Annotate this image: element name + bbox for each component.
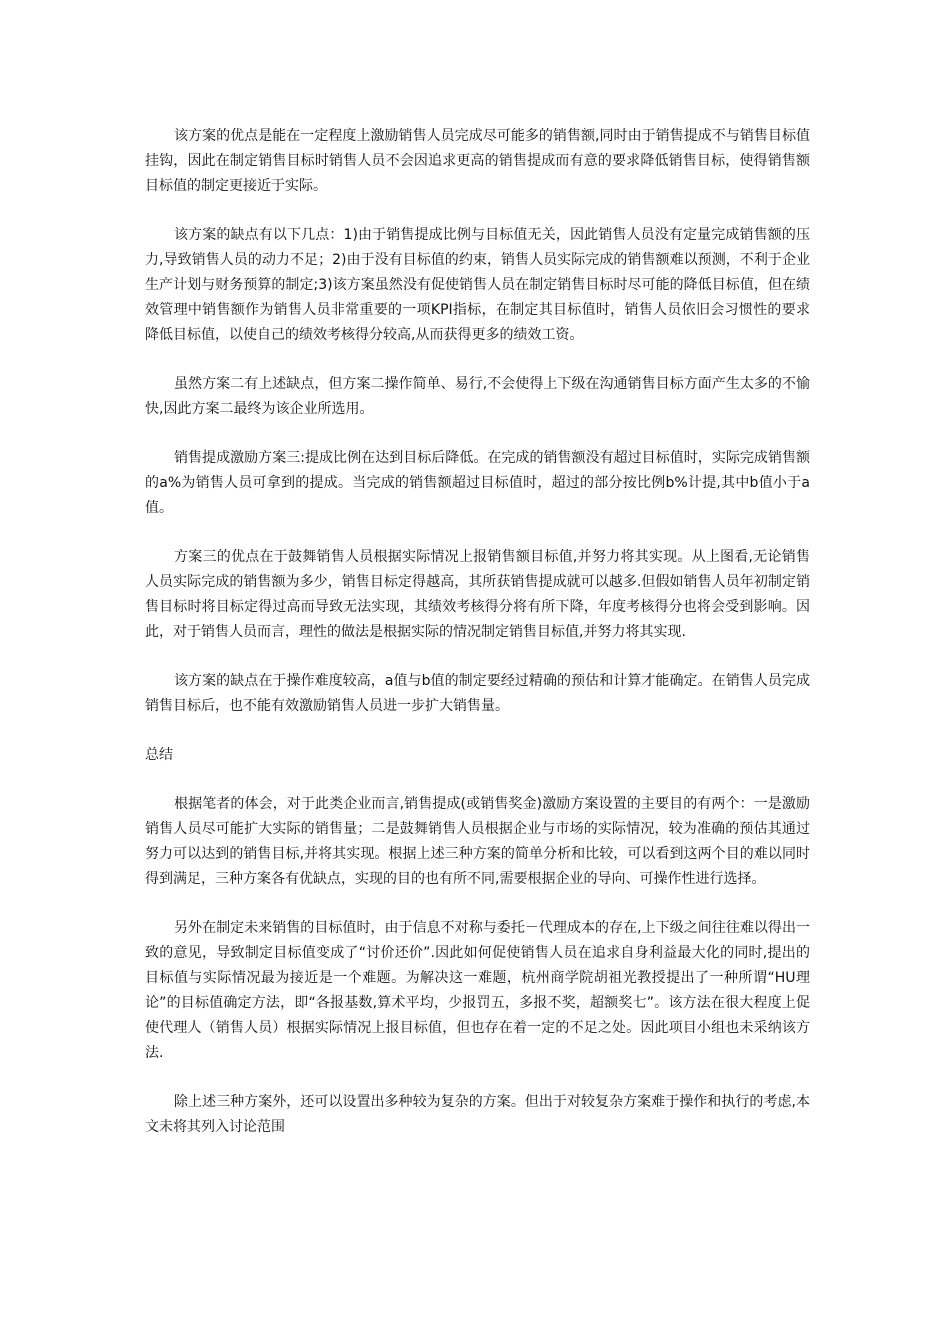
paragraph-scheme3-description: 销售提成激励方案三:提成比例在达到目标后降低。在完成的销售额没有超过目标值时，实际完成销售额的a%为销售人员可拿到的提成。当完成的销售额超过目标值时，超过的部分按比例b%计提,其中b值小于a值。: [145, 450, 810, 516]
paragraph-scheme3-advantages: 方案三的优点在于鼓舞销售人员根据实际情况上报销售额目标值,并努力将其实现。从上图看,无论销售人员实际完成的销售额为多少，销售目标定得越高，其所获销售提成就可以越多.但假如销售人员年初制定销售目标时将目标定得过高而导致无法实现，其绩效考核得分将有所下降，年度考核得分也将会受到影响。因此，对于销售人员而言，理性的做法是根据实际的情况制定销售目标值,并努力将其实现.: [145, 549, 810, 640]
paragraph-scheme2-selected: 虽然方案二有上述缺点，但方案二操作简单、易行,不会使得上下级在沟通销售目标方面产生太多的不愉快,因此方案二最终为该企业所选用。: [145, 376, 810, 417]
paragraph-scheme3-disadvantages: 该方案的缺点在于操作难度较高，a值与b值的制定要经过精确的预估和计算才能确定。在销售人员完成销售目标后，也不能有效激励销售人员进一步扩大销售量。: [145, 673, 810, 714]
paragraph-summary-other-schemes: 除上述三种方案外，还可以设置出多种较为复杂的方案。但出于对较复杂方案难于操作和执行的考虑,本文未将其列入讨论范围: [145, 1094, 810, 1135]
paragraph-summary-hu-theory: 另外在制定未来销售的目标值时，由于信息不对称与委托－代理成本的存在,上下级之间往往难以得出一致的意见，导致制定目标值变成了“讨价还价”.因此如何促使销售人员在追求自身利益最大化的同时,提出的目标值与实际情况最为接近是一个难题。为解决这一难题，杭州商学院胡祖光教授提出了一种所谓“HU理论”的目标值确定方法，即“各报基数,算术平均，少报罚五，多报不奖，超额奖七”。该方法在很大程度上促使代理人（销售人员）根据实际情况上报目标值，但也存在着一定的不足之处。因此项目小组也未采纳该方法.: [145, 920, 810, 1061]
paragraph-summary-purpose: 根据笔者的体会，对于此类企业而言,销售提成(或销售奖金)激励方案设置的主要目的有两个：一是激励销售人员尽可能扩大实际的销售量；二是鼓舞销售人员根据企业与市场的实际情况，较为准确的预估其通过努力可以达到的销售目标,并将其实现。根据上述三种方案的简单分析和比较，可以看到这两个目的难以同时得到满足，三种方案各有优缺点，实现的目的也有所不同,需要根据企业的导向、可操作性进行选择。: [145, 796, 810, 887]
paragraph-scheme2-advantages: 该方案的优点是能在一定程度上激励销售人员完成尽可能多的销售额,同时由于销售提成不与销售目标值挂钩，因此在制定销售目标时销售人员不会因追求更高的销售提成而有意的要求降低销售目标，使得销售额目标值的制定更接近于实际。: [145, 128, 810, 194]
section-heading-summary: 总结: [145, 747, 173, 763]
paragraph-scheme2-disadvantages: 该方案的缺点有以下几点：1)由于销售提成比例与目标值无关，因此销售人员没有定量完成销售额的压力,导致销售人员的动力不足；2)由于没有目标值的约束，销售人员实际完成的销售额难以预测，不利于企业生产计划与财务预算的制定;3)该方案虽然没有促使销售人员在制定销售目标时尽可能的降低目标值，但在绩效管理中销售额作为销售人员非常重要的一项KPI指标，在制定其目标值时，销售人员依旧会习惯性的要求降低目标值，以使自己的绩效考核得分较高,从而获得更多的绩效工资。: [145, 227, 810, 343]
document-body: [145, 124, 810, 1164]
